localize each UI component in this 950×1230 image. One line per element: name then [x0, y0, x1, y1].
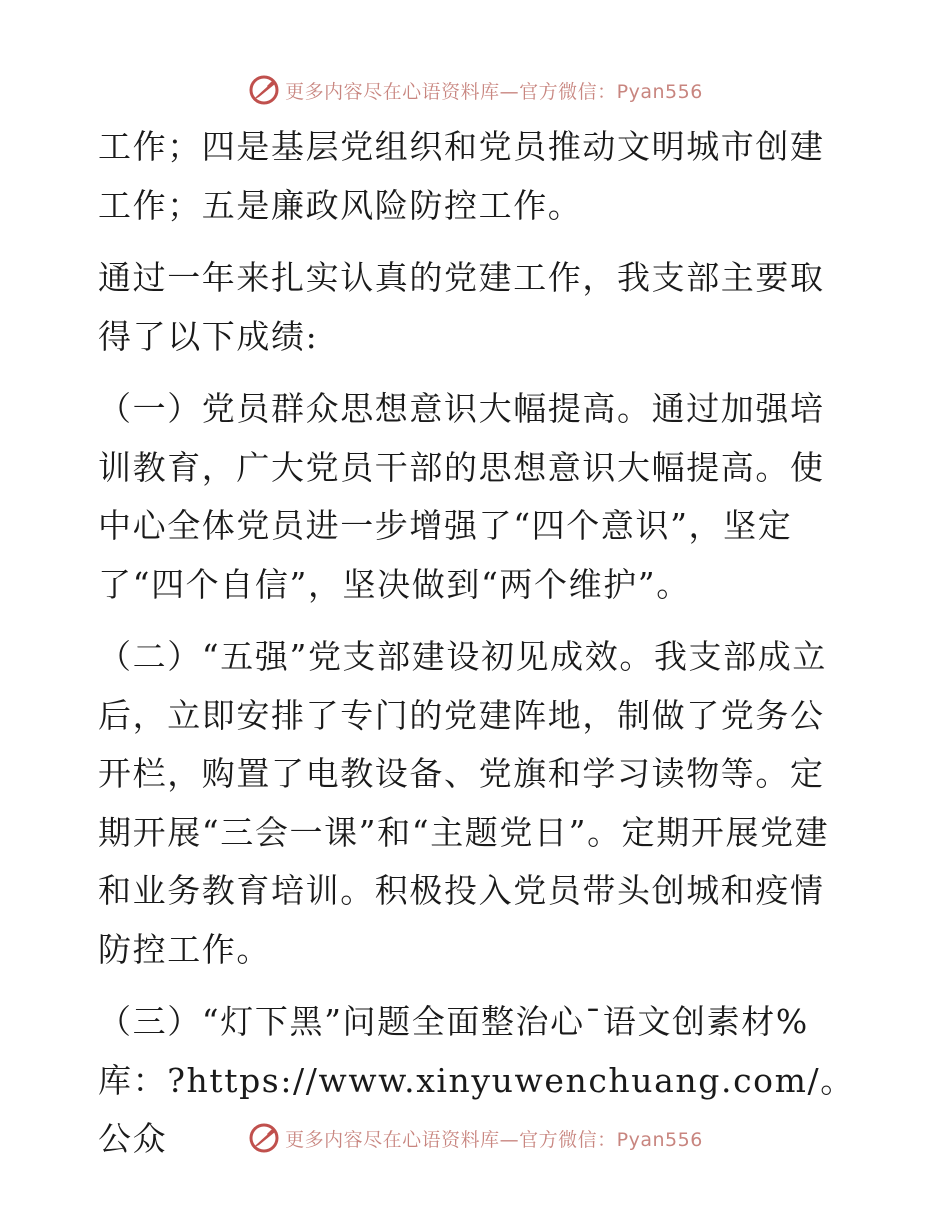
paragraph-1: 工作；四是基层党组织和党员推动文明城市创建工作；五是廉政风险防控工作。 [98, 127, 825, 225]
paragraph-5: （三）“灯下黑”问题全面整治心¯语文创素材%库：?https://www.xinyuwenchuang.com/。公众 [98, 1002, 855, 1158]
paragraph-3: （一）党员群众思想意识大幅提高。通过加强培训教育，广大党员干部的思想意识大幅提高。使中心全体党员进一步增强了“四个意识”，坚定了“四个自信”，坚决做到“两个维护”。 [98, 389, 825, 604]
paragraph-4: （二）“五强”党支部建设初见成效。我支部成立后，立即安排了专门的党建阵地，制做了党务公开栏，购置了电教设备、党旗和学习读物等。定期开展“三会一课”和“主题党日”。定期开展党建和业务教育培训。积极投入党员带头创城和疫情防控工作。 [98, 637, 830, 969]
footer-watermark-banner [0, 1118, 950, 1158]
header-watermark-text: 更多内容尽在心语资料库—官方微信：Pyan556 [285, 80, 703, 103]
feather-logo-icon [247, 73, 281, 107]
document-body [98, 118, 858, 1183]
feather-logo-icon [247, 1121, 281, 1155]
paragraph-2: 通过一年来扎实认真的党建工作，我支部主要取得了以下成绩: [98, 258, 825, 356]
header-watermark-banner [0, 70, 950, 110]
footer-watermark-text: 更多内容尽在心语资料库—官方微信：Pyan556 [285, 1128, 703, 1151]
